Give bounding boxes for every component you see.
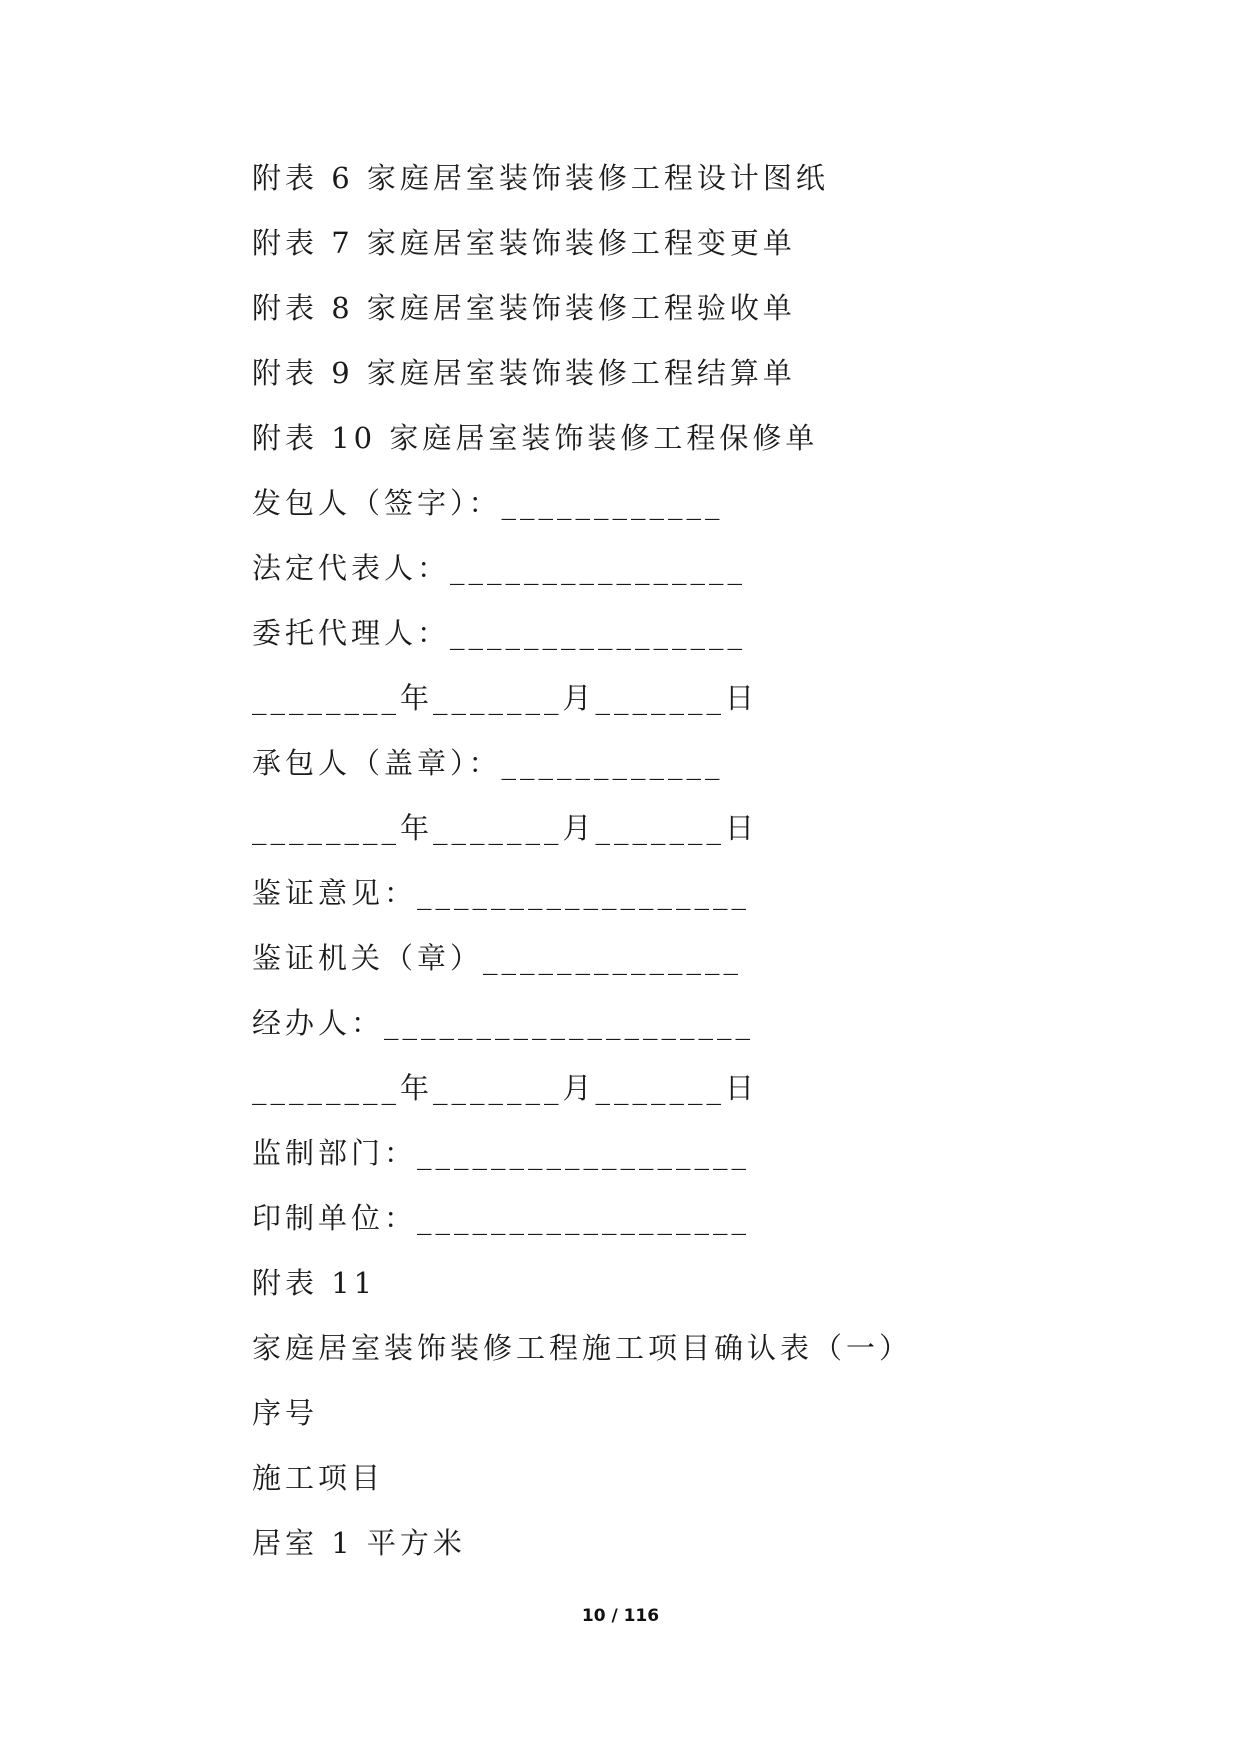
legal-representative-line: 法定代表人：________________ [252,551,747,585]
contractor-seal-line: 承包人（盖章）：____________ [252,746,724,780]
column-room-square-meter: 居室 1 平方米 [252,1526,466,1560]
date-line-employer: ________年_______月_______日 [252,681,759,715]
employer-signature-line: 发包人（签字）：____________ [252,486,724,520]
appendix-8-line: 附表 8 家庭居室装饰装修工程验收单 [252,291,796,325]
page-number: 10 / 116 [581,1606,660,1626]
attestation-authority-line: 鉴证机关（章）______________ [252,941,743,975]
column-serial-number: 序号 [252,1396,319,1430]
handler-line: 经办人：____________________ [252,1006,755,1040]
document-body [252,158,1152,1588]
supervising-department-line: 监制部门：__________________ [252,1136,751,1170]
confirmation-table-title: 家庭居室装饰装修工程施工项目确认表（一） [252,1331,913,1365]
appendix-10-line: 附表 10 家庭居室装饰装修工程保修单 [252,421,819,455]
appendix-9-line: 附表 9 家庭居室装饰装修工程结算单 [252,356,796,390]
authorized-agent-line: 委托代理人：________________ [252,616,747,650]
printing-unit-line: 印制单位：__________________ [252,1201,751,1235]
appendix-6-line: 附表 6 家庭居室装饰装修工程设计图纸 [252,161,829,195]
appendix-7-line: 附表 7 家庭居室装饰装修工程变更单 [252,226,796,260]
appendix-11-heading: 附表 11 [252,1266,377,1300]
attestation-opinion-line: 鉴证意见：__________________ [252,876,751,910]
date-line-attestation: ________年_______月_______日 [252,1071,759,1105]
date-line-contractor: ________年_______月_______日 [252,811,759,845]
column-construction-item: 施工项目 [252,1461,385,1495]
